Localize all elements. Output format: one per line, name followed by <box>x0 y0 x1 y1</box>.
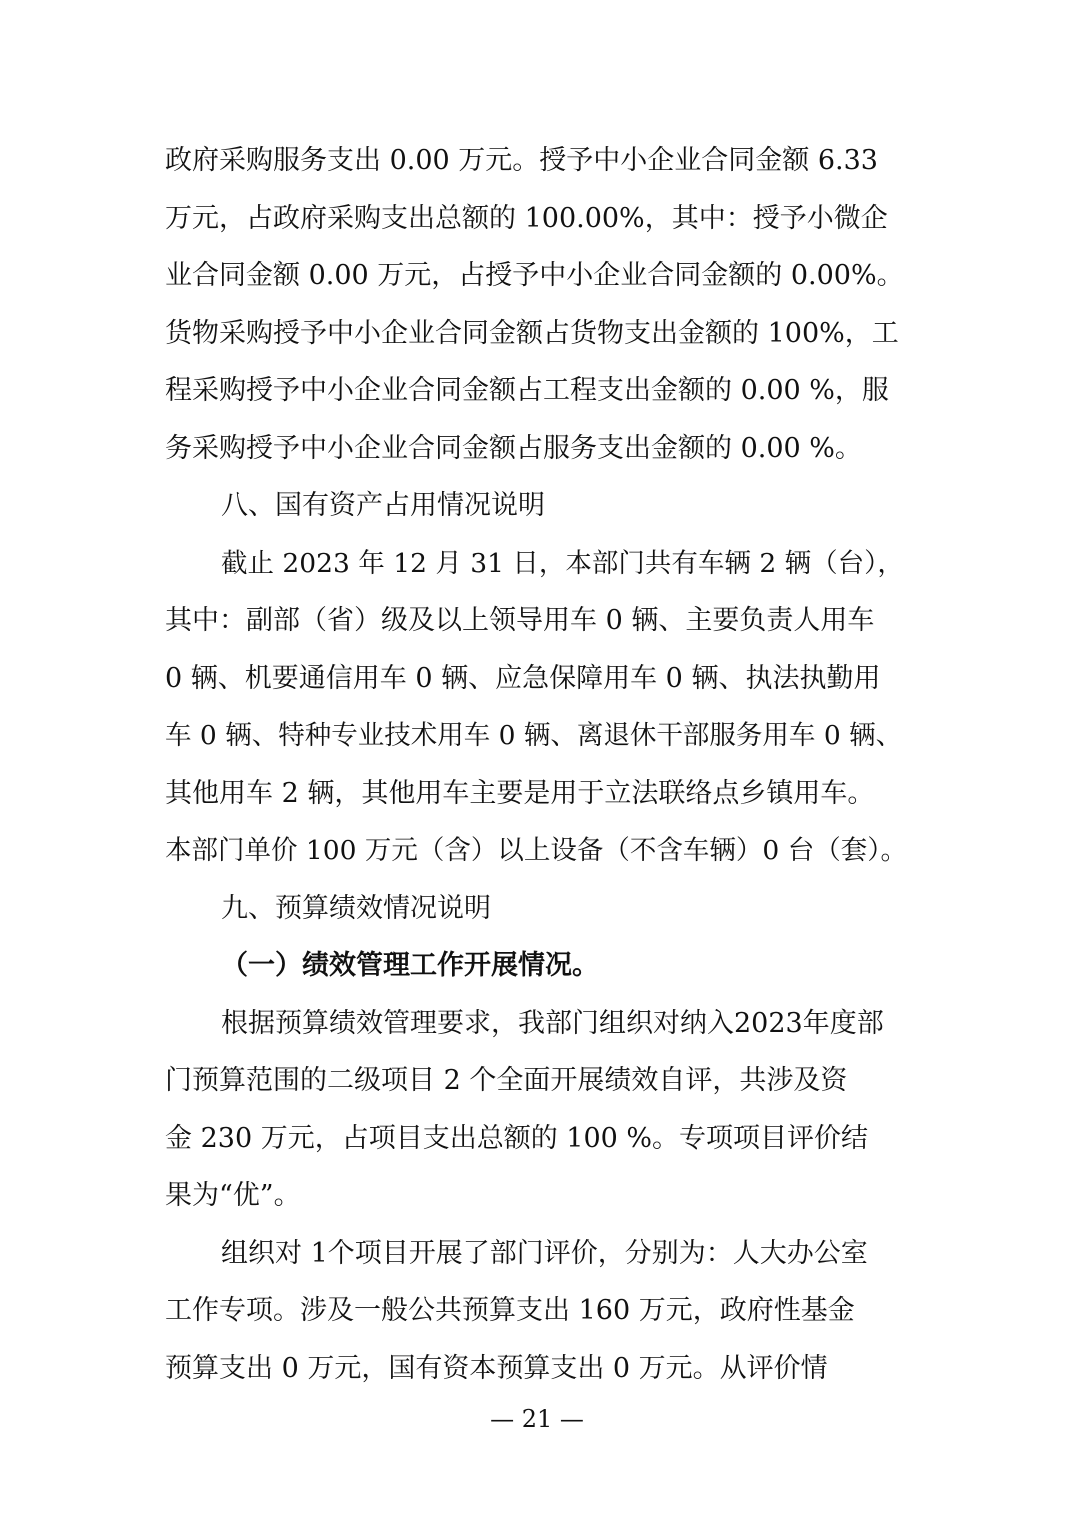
text-line: 工作专项。涉及一般公共预算支出 160 万元，政府性基金 <box>165 1295 855 1326</box>
text-line: 组织对 1个项目开展了部门评价，分别为：人大办公室 <box>221 1237 868 1269</box>
text-line: 业合同金额 0.00 万元，占授予中小企业合同金额的 0.00%。 <box>165 260 904 291</box>
text-line: 门预算范围的二级项目 2 个全面开展绩效自评，共涉及资 <box>165 1065 848 1096</box>
text-line: 金 230 万元，占项目支出总额的 100 %。专项项目评价结 <box>165 1122 869 1154</box>
text-line: 本部门单价 100 万元（含）以上设备（不含车辆）0 台（套）。 <box>165 835 907 866</box>
text-line: 其中：副部（省）级及以上领导用车 0 辆、主要负责人用车 <box>165 605 875 636</box>
text-line: 货物采购授予中小企业合同金额占货物支出金额的 100%，工 <box>165 317 899 349</box>
text-line: 预算支出 0 万元，国有资本预算支出 0 万元。从评价情 <box>165 1352 828 1384</box>
section-heading-9: 九、预算绩效情况说明 <box>221 892 491 924</box>
text-line: 万元，占政府采购支出总额的 100.00%，其中：授予小微企 <box>165 202 888 234</box>
text-line: 车 0 辆、特种专业技术用车 0 辆、离退休干部服务用车 0 辆、 <box>165 720 903 751</box>
body-text <box>165 132 913 1397</box>
text-line: 程采购授予中小企业合同金额占工程支出金额的 0.00 %，服 <box>165 375 889 406</box>
text-line: 截止 2023 年 12 月 31 日，本部门共有车辆 2 辆（台）， <box>221 547 904 579</box>
page-number: — 21 — <box>490 1405 584 1433</box>
text-line: 0 辆、机要通信用车 0 辆、应急保障用车 0 辆、执法执勤用 <box>165 662 881 694</box>
text-line: 其他用车 2 辆，其他用车主要是用于立法联络点乡镇用车。 <box>165 777 875 809</box>
text-line: 务采购授予中小企业合同金额占服务支出金额的 0.00 %。 <box>165 432 862 464</box>
text-line: 果为“优”。 <box>165 1180 301 1211</box>
section-heading-8: 八、国有资产占用情况说明 <box>221 490 545 521</box>
text-line: 根据预算绩效管理要求，我部门组织对纳入2023年度部 <box>221 1007 884 1039</box>
text-line: 政府采购服务支出 0.00 万元。授予中小企业合同金额 6.33 <box>165 145 878 176</box>
subsection-heading-1: （一）绩效管理工作开展情况。 <box>221 950 599 981</box>
